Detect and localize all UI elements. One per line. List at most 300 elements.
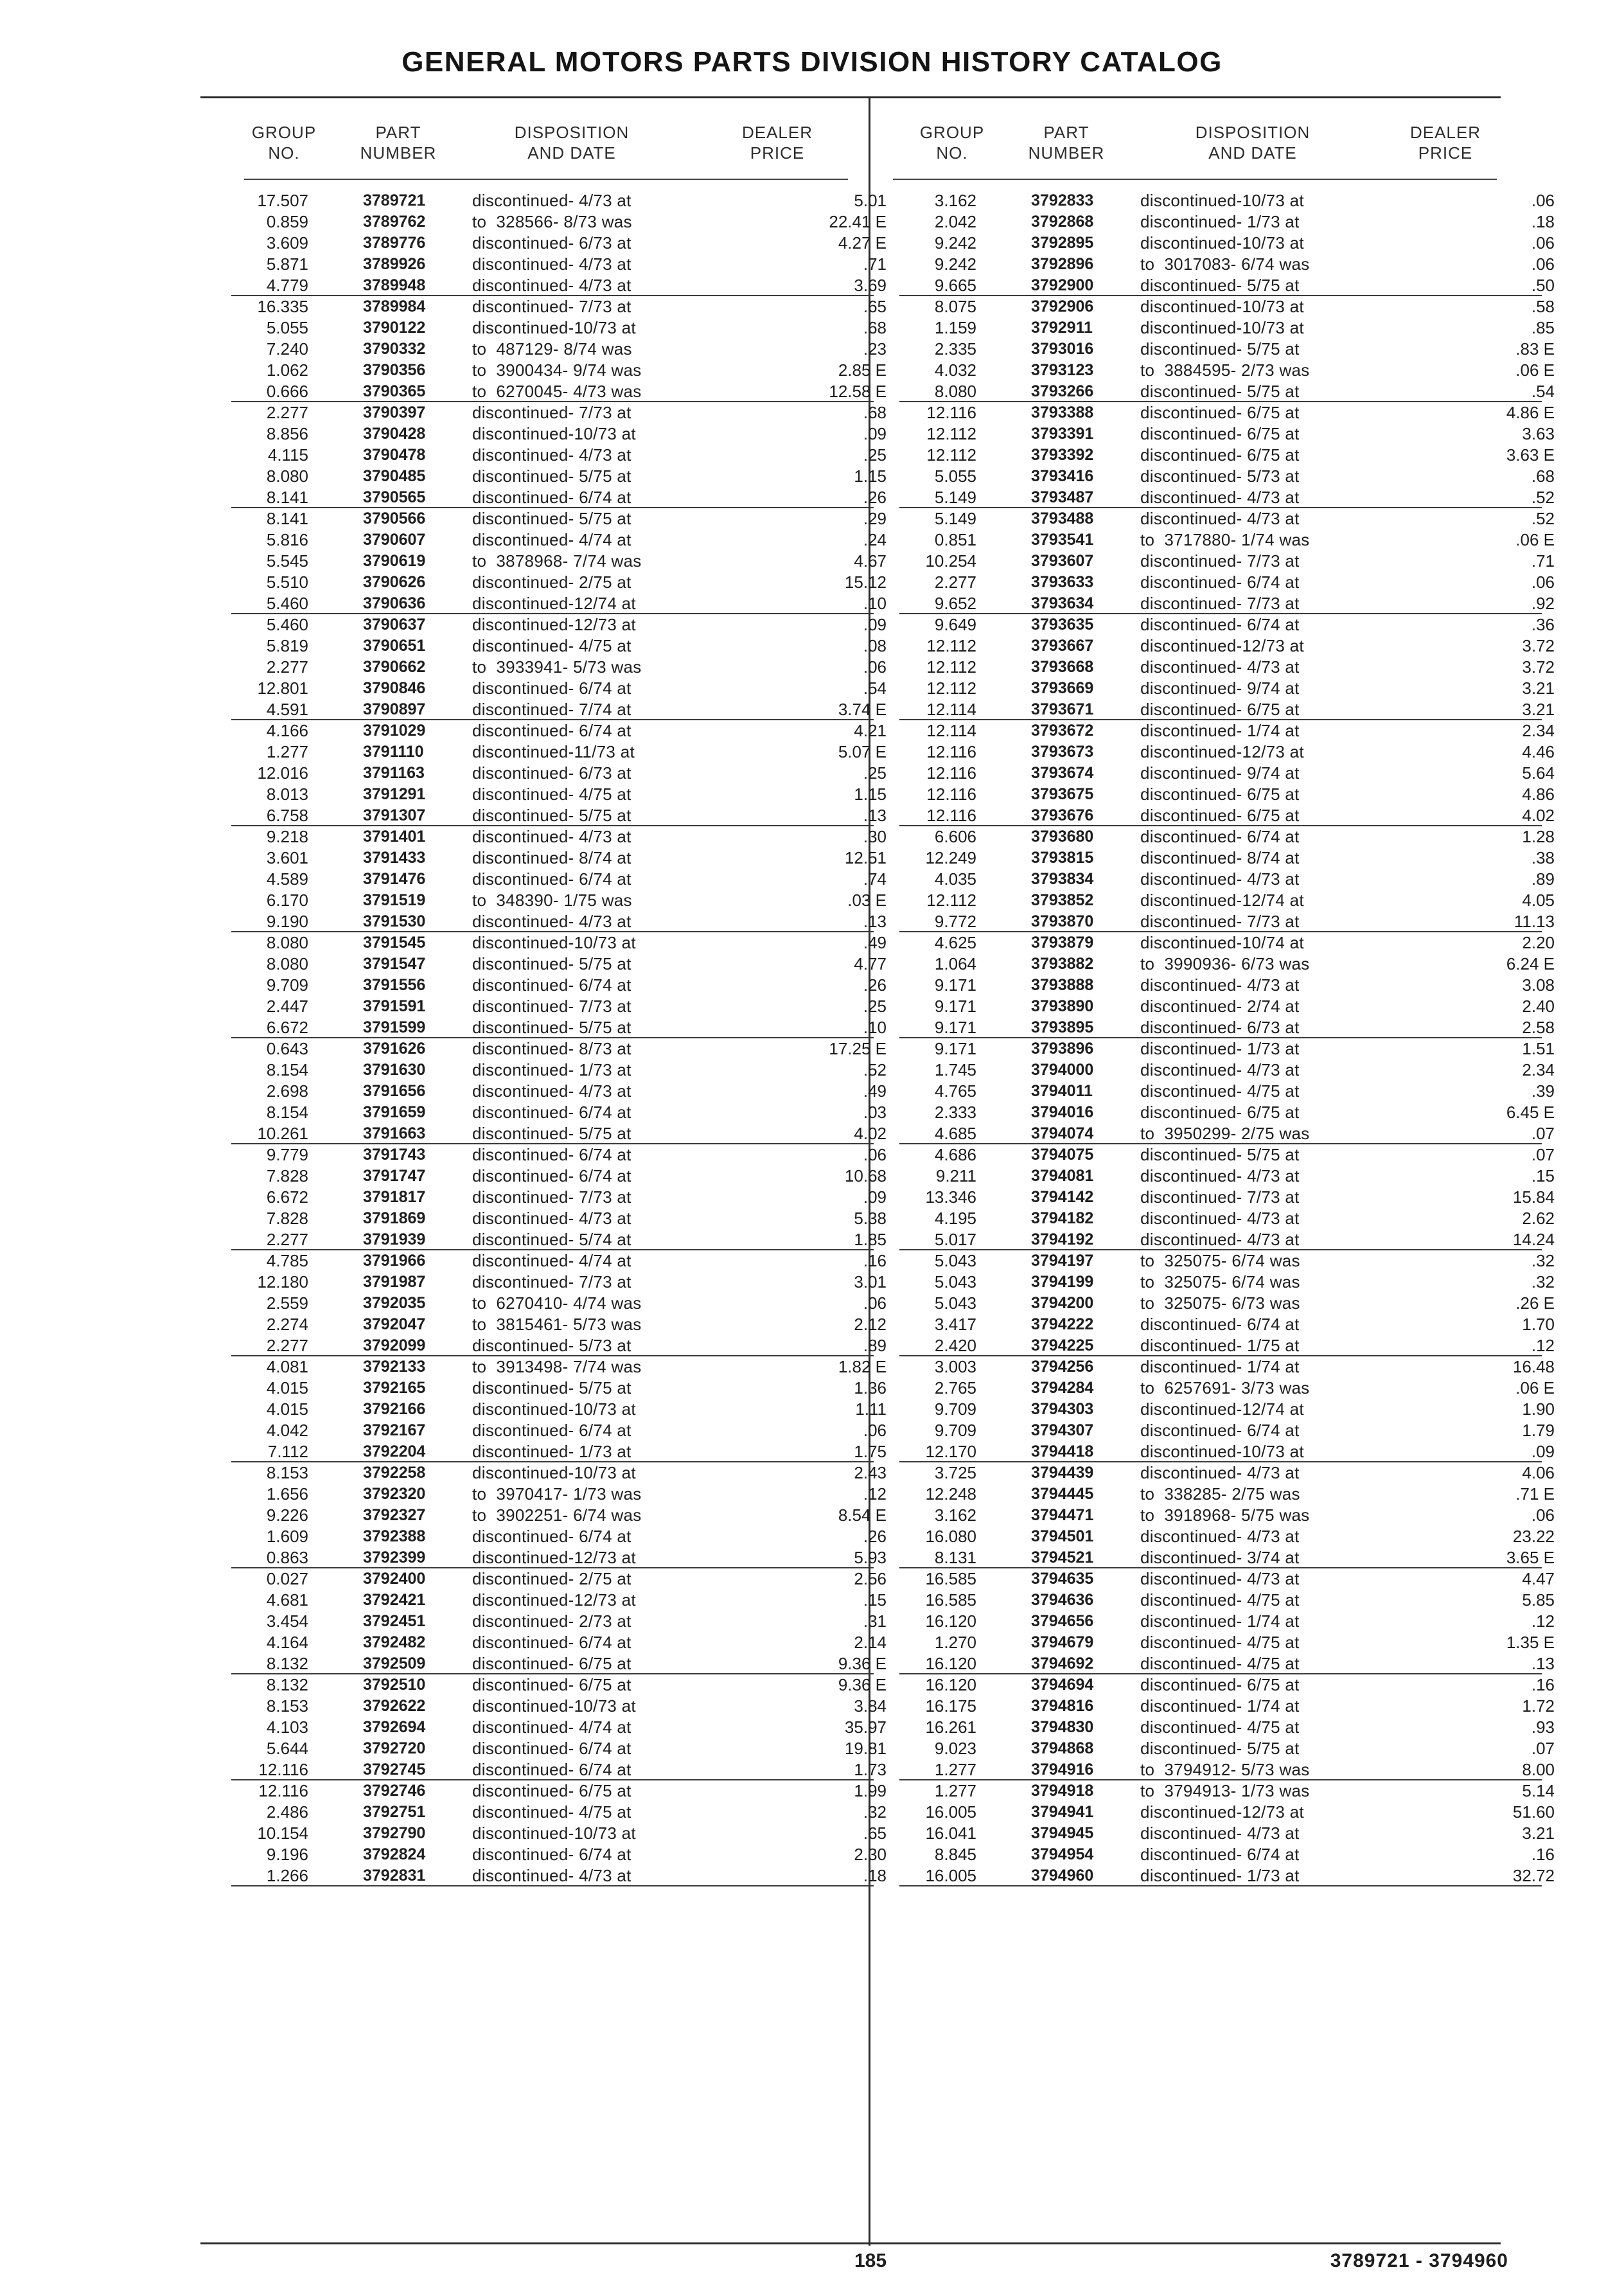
dealer-price: 1.85 [854, 1230, 887, 1249]
part-number: 3793890 [1031, 997, 1094, 1015]
header-part-line2: NUMBER [1028, 143, 1105, 163]
table-row [231, 508, 887, 529]
group-number: 4.589 [266, 869, 308, 889]
table-row [231, 720, 887, 741]
group-number: 16.175 [925, 1696, 976, 1716]
group-number: 12.116 [926, 763, 976, 783]
table-row [231, 233, 887, 254]
group-number: 4.103 [266, 1717, 308, 1737]
table-row [231, 487, 887, 508]
dealer-price: .68 [1531, 466, 1555, 486]
group-number: 5.017 [934, 1230, 976, 1249]
group-number: 10.254 [925, 551, 976, 571]
dealer-price: .52 [863, 1060, 887, 1079]
part-number: 3792896 [1031, 255, 1094, 273]
table-row [899, 975, 1555, 996]
part-number: 3792900 [1031, 276, 1094, 294]
dealer-price: 11.13 [1514, 912, 1555, 931]
dealer-price: 2.40 [1522, 997, 1555, 1016]
disposition: discontinued- 6/75 at [1140, 445, 1300, 465]
dealer-price: .12 [1531, 1336, 1555, 1355]
dealer-price: .74 [863, 869, 887, 889]
table-row [899, 848, 1555, 869]
header-disposition-line1: DISPOSITION [514, 123, 630, 142]
table-row [899, 1738, 1555, 1759]
disposition: discontinued- 1/73 at [1140, 1039, 1300, 1058]
dealer-price: .52 [1531, 509, 1555, 528]
disposition: discontinued- 4/75 at [472, 636, 631, 655]
table-row [899, 445, 1555, 466]
group-number: 12.016 [257, 763, 308, 783]
table-row [231, 1144, 887, 1166]
disposition: discontinued- 7/73 at [1140, 1187, 1300, 1207]
part-number: 3794418 [1031, 1442, 1094, 1460]
group-number: 8.013 [266, 785, 308, 804]
dealer-price: .06 E [1515, 360, 1555, 380]
group-number: 12.112 [926, 891, 976, 910]
disposition: discontinued- 6/74 at [472, 1421, 631, 1440]
table-row [899, 1208, 1555, 1229]
table-row [899, 1166, 1555, 1187]
disposition: discontinued-10/73 at [1140, 318, 1304, 337]
disposition: discontinued- 4/73 at [472, 1081, 631, 1101]
dealer-price: 2.56 [854, 1569, 887, 1588]
disposition: discontinued- 7/73 at [1140, 594, 1300, 613]
table-row [231, 593, 887, 614]
disposition: discontinued- 6/75 at [472, 1675, 631, 1694]
disposition: discontinued- 6/74 at [472, 1760, 631, 1779]
disposition: discontinued-10/73 at [472, 318, 636, 337]
dealer-price: 8.54 E [838, 1505, 887, 1525]
part-number: 3793896 [1031, 1040, 1094, 1058]
part-number: 3792451 [363, 1612, 426, 1630]
part-number: 3791530 [363, 912, 426, 930]
table-row [899, 996, 1555, 1017]
header-price-line1: DEALER [741, 123, 813, 142]
disposition: discontinued- 9/74 at [1140, 763, 1300, 783]
dealer-price: .68 [863, 318, 887, 337]
header-part-line1: PART [375, 123, 421, 142]
table-row [899, 572, 1555, 593]
disposition: discontinued- 6/73 at [1140, 1018, 1300, 1037]
table-row [899, 487, 1555, 508]
table-row [231, 932, 887, 954]
group-number: 2.277 [266, 657, 308, 677]
part-number: 3794501 [1031, 1527, 1094, 1545]
header-group-line2: NO. [268, 143, 300, 163]
table-row [899, 1802, 1555, 1823]
disposition: discontinued- 8/74 at [472, 848, 631, 867]
table-row [231, 657, 887, 678]
part-number: 3794916 [1031, 1761, 1094, 1779]
disposition: discontinued- 6/75 at [1140, 785, 1300, 804]
group-number: 0.643 [266, 1039, 308, 1058]
dealer-price: .26 [863, 488, 887, 507]
group-number: 1.266 [266, 1866, 308, 1885]
group-number: 8.153 [266, 1463, 308, 1482]
disposition: discontinued- 8/73 at [472, 1039, 631, 1058]
disposition: to 338285- 2/75 was [1140, 1484, 1300, 1504]
part-number: 3792399 [363, 1549, 426, 1566]
part-number: 3790566 [363, 510, 426, 528]
dealer-price: 23.22 [1512, 1527, 1555, 1546]
part-number: 3792258 [363, 1464, 426, 1482]
dealer-price: 5.07 E [838, 742, 887, 761]
part-number: 3791519 [363, 891, 426, 909]
part-number: 3790365 [363, 382, 426, 400]
dealer-price: 35.97 [844, 1717, 887, 1737]
part-number: 3791476 [363, 870, 426, 888]
table-row [231, 614, 887, 635]
part-number: 3789984 [363, 297, 426, 315]
disposition: discontinued- 8/74 at [1140, 848, 1300, 867]
part-number: 3794439 [1031, 1464, 1094, 1482]
disposition: discontinued-12/74 at [472, 594, 636, 613]
disposition: discontinued- 6/75 at [1140, 1675, 1300, 1694]
dealer-price: .13 [1531, 1654, 1555, 1673]
part-number: 3791307 [363, 806, 426, 824]
table-row [231, 1250, 887, 1272]
disposition: discontinued- 4/75 at [1140, 1081, 1300, 1101]
table-row [899, 720, 1555, 741]
disposition: discontinued- 4/73 at [472, 445, 631, 465]
part-number: 3791747 [363, 1167, 426, 1185]
part-number: 3790619 [363, 552, 426, 570]
group-number: 3.417 [934, 1315, 976, 1334]
group-number: 6.170 [266, 891, 308, 910]
disposition: discontinued- 9/74 at [1140, 679, 1300, 698]
table-row [231, 1780, 887, 1802]
disposition: discontinued- 5/75 at [472, 806, 631, 825]
group-number: 1.745 [934, 1060, 976, 1079]
table-row [899, 784, 1555, 805]
table-row [231, 826, 887, 848]
disposition: discontinued-10/73 at [472, 1399, 636, 1419]
table-row [231, 975, 887, 996]
group-number: 5.055 [934, 466, 976, 486]
part-number: 3794256 [1031, 1358, 1094, 1376]
group-number: 9.649 [934, 615, 976, 634]
table-row [231, 275, 887, 296]
part-number: 3793852 [1031, 891, 1094, 909]
dealer-price: .12 [863, 1484, 887, 1504]
group-number: 9.023 [934, 1739, 976, 1758]
dealer-price: 3.63 [1522, 424, 1555, 443]
table-row [231, 1568, 887, 1590]
disposition: discontinued- 1/74 at [1140, 1357, 1300, 1376]
dealer-price: .54 [863, 679, 887, 698]
disposition: to 3902251- 6/74 was [472, 1505, 642, 1525]
part-number: 3794954 [1031, 1845, 1094, 1863]
part-number: 3793680 [1031, 828, 1094, 846]
disposition: discontinued- 4/73 at [472, 276, 631, 295]
part-number: 3794635 [1031, 1570, 1094, 1588]
table-row [899, 954, 1555, 975]
dealer-price: .25 [863, 763, 887, 783]
group-number: 8.141 [266, 488, 308, 507]
dealer-price: 2.12 [854, 1315, 887, 1334]
table-row [231, 1590, 887, 1611]
disposition: discontinued- 6/74 at [472, 1527, 631, 1546]
group-number: 16.041 [925, 1824, 976, 1843]
table-row [231, 317, 887, 339]
disposition: to 3950299- 2/75 was [1140, 1124, 1310, 1143]
group-number: 6.606 [934, 827, 976, 846]
dealer-price: 5.38 [854, 1209, 887, 1228]
dealer-price: 4.06 [1522, 1463, 1555, 1482]
part-number: 3792831 [363, 1867, 426, 1885]
table-row [899, 1526, 1555, 1547]
table-row [231, 1038, 887, 1060]
table-row [899, 551, 1555, 572]
table-row [231, 572, 887, 593]
table-row [899, 1696, 1555, 1717]
dealer-price: 2.20 [1522, 933, 1555, 952]
part-number: 3791869 [363, 1209, 426, 1227]
group-number: 2.698 [266, 1081, 308, 1101]
table-row [231, 1102, 887, 1123]
header-part-line1: PART [1043, 123, 1090, 142]
dealer-price: .06 E [1515, 530, 1555, 549]
table-row [231, 1017, 887, 1038]
disposition: to 3878968- 7/74 was [472, 551, 642, 571]
group-number: 2.277 [266, 1230, 308, 1249]
table-row [899, 1293, 1555, 1314]
table-row [231, 1356, 887, 1378]
table-row [231, 1611, 887, 1632]
disposition: discontinued-10/73 at [1140, 233, 1304, 253]
table-row [899, 1250, 1555, 1272]
part-number: 3793676 [1031, 806, 1094, 824]
part-number: 3793633 [1031, 573, 1094, 591]
part-number: 3791939 [363, 1230, 426, 1248]
disposition: discontinued- 5/75 at [472, 954, 631, 973]
disposition: discontinued- 5/75 at [1140, 1145, 1300, 1164]
disposition: discontinued- 6/74 at [472, 975, 631, 995]
group-number: 6.758 [266, 806, 308, 825]
table-row [899, 254, 1555, 275]
group-number: 9.211 [935, 1166, 976, 1185]
table-row [899, 1335, 1555, 1356]
dealer-price: 19.81 [844, 1739, 887, 1758]
table-row [231, 190, 887, 211]
group-number: 9.196 [266, 1845, 308, 1864]
group-number: 0.027 [266, 1569, 308, 1588]
disposition: discontinued- 1/75 at [1140, 1336, 1300, 1355]
dealer-price: 2.43 [854, 1463, 887, 1482]
table-row [899, 1462, 1555, 1484]
group-number: 5.816 [266, 530, 308, 549]
group-number: 8.080 [266, 954, 308, 973]
part-number: 3790846 [363, 679, 426, 697]
part-number: 3792833 [1031, 191, 1094, 209]
part-number: 3793673 [1031, 743, 1094, 761]
disposition: discontinued- 6/74 at [472, 869, 631, 889]
group-number: 8.080 [266, 466, 308, 486]
disposition: discontinued- 5/74 at [472, 1230, 631, 1249]
dealer-price: .13 [863, 912, 887, 931]
header-disposition [488, 122, 655, 163]
part-number: 3792204 [363, 1442, 426, 1460]
disposition: discontinued- 4/73 at [1140, 1166, 1300, 1185]
part-number: 3792320 [363, 1485, 426, 1503]
disposition: to 3990936- 6/73 was [1140, 954, 1310, 973]
dealer-price: .71 [863, 254, 887, 274]
part-number: 3791659 [363, 1103, 426, 1121]
dealer-price: 5.85 [1522, 1590, 1555, 1610]
dealer-price: 15.84 [1512, 1187, 1555, 1207]
dealer-price: .71 [1531, 551, 1555, 571]
part-number: 3790651 [363, 637, 426, 655]
table-row [899, 614, 1555, 635]
disposition: discontinued- 7/73 at [472, 1187, 631, 1207]
group-number: 13.346 [925, 1187, 976, 1207]
table-row [231, 1314, 887, 1335]
table-row [899, 1717, 1555, 1738]
group-number: 4.166 [266, 721, 308, 740]
table-row [231, 1759, 887, 1780]
group-number: 8.131 [934, 1548, 976, 1567]
part-number: 3793391 [1031, 425, 1094, 443]
table-row [899, 911, 1555, 932]
disposition: discontinued- 7/73 at [1140, 912, 1300, 931]
part-number: 3792166 [363, 1400, 426, 1418]
dealer-price: 3.08 [1522, 975, 1555, 995]
dealer-price: 4.02 [854, 1124, 887, 1143]
dealer-price: 16.48 [1512, 1357, 1555, 1376]
table-row [231, 1187, 887, 1208]
table-row [231, 890, 887, 911]
part-number: 3794000 [1031, 1061, 1094, 1079]
dealer-price: .16 [1531, 1845, 1555, 1864]
dealer-price: 1.82 E [838, 1357, 887, 1376]
part-number: 3790626 [363, 573, 426, 591]
table-row [231, 1802, 887, 1823]
header-disposition-line2: AND DATE [1208, 143, 1297, 163]
group-number: 8.132 [266, 1675, 308, 1694]
group-number: 1.609 [266, 1527, 308, 1546]
dealer-price: .52 [1531, 488, 1555, 507]
table-row [899, 275, 1555, 296]
group-number: 4.785 [266, 1251, 308, 1270]
group-number: 8.153 [266, 1696, 308, 1716]
table-row [899, 1823, 1555, 1844]
part-number: 3794182 [1031, 1209, 1094, 1227]
dealer-price: .09 [863, 1187, 887, 1207]
group-number: 16.585 [925, 1590, 976, 1610]
dealer-price: 9.36 E [838, 1654, 887, 1673]
table-row [231, 1272, 887, 1293]
group-number: 12.116 [258, 1760, 308, 1779]
dealer-price: 10.68 [844, 1166, 887, 1185]
part-number: 3794692 [1031, 1655, 1094, 1673]
disposition: discontinued- 6/74 at [472, 679, 631, 698]
disposition: discontinued- 7/74 at [472, 700, 631, 719]
dealer-price: 5.14 [1522, 1781, 1555, 1800]
part-number: 3792911 [1031, 319, 1093, 337]
part-number: 3791029 [363, 722, 426, 740]
dealer-price: .36 [1531, 615, 1555, 634]
dealer-price: 1.90 [1522, 1399, 1555, 1419]
table-row [231, 1526, 887, 1547]
table-row [899, 1780, 1555, 1802]
disposition: discontinued- 5/75 at [472, 466, 631, 486]
disposition: discontinued- 6/74 at [1140, 572, 1300, 592]
dealer-price: 1.15 [854, 466, 887, 486]
table-row [899, 211, 1555, 233]
disposition: discontinued-11/73 at [472, 742, 635, 761]
group-number: 2.420 [934, 1336, 976, 1355]
table-row [899, 1611, 1555, 1632]
disposition: discontinued- 4/75 at [472, 1802, 631, 1822]
dealer-price: 1.36 [854, 1378, 887, 1398]
group-number: 5.510 [266, 572, 308, 592]
part-number: 3793487 [1031, 488, 1094, 506]
dealer-price: 6.24 E [1506, 954, 1555, 973]
dealer-price: 1.15 [854, 785, 887, 804]
dealer-price: 5.64 [1522, 763, 1555, 783]
part-number: 3793888 [1031, 976, 1094, 994]
table-row [231, 1399, 887, 1420]
disposition: discontinued- 1/73 at [472, 1442, 631, 1461]
part-number: 3794081 [1031, 1167, 1094, 1185]
part-number: 3793016 [1031, 340, 1094, 358]
dealer-price: .09 [863, 615, 887, 634]
part-number: 3793879 [1031, 934, 1094, 952]
table-row [899, 593, 1555, 614]
table-row [231, 1420, 887, 1441]
part-number: 3792746 [363, 1782, 426, 1800]
group-number: 5.043 [934, 1272, 976, 1291]
disposition: discontinued- 4/73 at [1140, 657, 1300, 677]
dealer-price: 1.73 [854, 1760, 887, 1779]
disposition: discontinued- 2/73 at [472, 1611, 631, 1631]
group-number: 12.116 [258, 1781, 308, 1800]
dealer-price: 4.21 [854, 721, 887, 740]
dealer-price: .32 [1531, 1272, 1555, 1291]
group-number: 5.055 [266, 318, 308, 337]
table-row [899, 1844, 1555, 1865]
table-row [899, 1123, 1555, 1144]
part-number: 3791817 [363, 1188, 426, 1206]
dealer-price: 4.02 [1522, 806, 1555, 825]
table-row [231, 1674, 887, 1696]
part-number: 3792047 [363, 1315, 426, 1333]
group-number: 5.545 [266, 551, 308, 571]
disposition: discontinued- 7/73 at [472, 997, 631, 1016]
header-disposition-right [1169, 122, 1336, 163]
disposition: to 3933941- 5/73 was [472, 657, 642, 677]
group-number: 9.171 [934, 975, 976, 995]
group-number: 2.274 [266, 1315, 308, 1334]
disposition: discontinued- 5/75 at [1140, 276, 1300, 295]
dealer-price: 5.93 [854, 1548, 887, 1567]
part-number: 3792622 [363, 1697, 426, 1715]
table-row [899, 1590, 1555, 1611]
dealer-price: 8.00 [1522, 1760, 1555, 1779]
table-row [231, 254, 887, 275]
table-row [231, 635, 887, 657]
table-row [899, 1102, 1555, 1123]
disposition: discontinued- 4/73 at [472, 1209, 631, 1228]
header-disposition-line2: AND DATE [527, 143, 616, 163]
dealer-price: 4.05 [1522, 891, 1555, 910]
group-number: 5.644 [266, 1739, 308, 1758]
disposition: discontinued- 1/73 at [472, 1060, 631, 1079]
group-number: 12.112 [926, 679, 976, 698]
part-number: 3791433 [363, 849, 426, 867]
dealer-price: 15.12 [844, 572, 887, 592]
